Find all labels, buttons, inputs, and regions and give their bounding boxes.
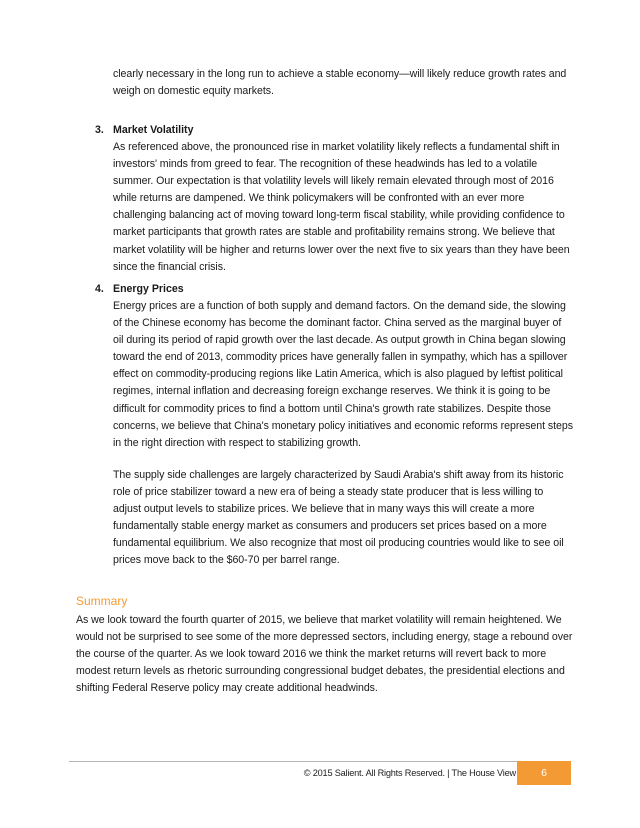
summary-heading: Summary bbox=[76, 594, 128, 608]
list-item-title: Energy Prices bbox=[113, 283, 184, 295]
intro-paragraph: clearly necessary in the long run to achieve a stable economy—will likely reduce growth rates and weigh on domestic equity markets. bbox=[113, 68, 567, 98]
list-item-number: 4. bbox=[95, 283, 104, 295]
footer-divider bbox=[69, 761, 571, 762]
energy-supply-paragraph: The supply side challenges are largely characterized by Saudi Arabia's shift away from its historic role of price stabilizer toward a new era of being a steady state producer that is less willing to adjust output levels to stabilize prices. We believe that in many ways this will create a more fundamentally stable energy market as consumers and producers set prices based on a more fundamental equilibrium. We also recognize that most oil producing countries would like to see oil prices move back to the $60-70 per barrel range. bbox=[113, 469, 564, 567]
summary-paragraph: As we look toward the fourth quarter of 2015, we believe that market volatility will remain heightened. We would not be surprised to see some of the more depressed sectors, including energy, stage a rebound over the course of the quarter. As we look toward 2016 we think the market returns will revert back to more modest return levels as rhetoric surrounding congressional budget debates, the presidential elections and shifting Federal Reserve policy may create additional headwinds. bbox=[76, 614, 573, 695]
page-number: 6 bbox=[541, 767, 547, 779]
page-number-badge bbox=[517, 761, 571, 785]
list-item-title: Market Volatility bbox=[113, 124, 194, 136]
list-item-body: As referenced above, the pronounced rise in market volatility likely reflects a fundamental shift in investors' minds from greed to fear. The recognition of these headwinds has led to a volatile summer. Our expectation is that volatility levels will likely remain elevated through most of 2016 while returns are dampened. We think policymakers will be confronted with an ever more challenging balancing act of moving toward long-term fiscal stability, while providing confidence to market participants that growth rates are stable and profitability remains strong. We believe that market volatility will be higher and returns lower over the next five to six years than they have been since the financial crisis. bbox=[113, 141, 570, 273]
footer-copyright: © 2015 Salient. All Rights Reserved. | The House View bbox=[303, 768, 516, 778]
list-item-number: 3. bbox=[95, 124, 104, 136]
list-item-body: Energy prices are a function of both supply and demand factors. On the demand side, the slowing of the Chinese economy has become the dominant factor. China served as the marginal buyer of oil during its period of rapid growth over the last decade. As output growth in China began slowing toward the end of 2013, commodity prices have generally fallen in sympathy, which has a spillover effect on commodity-producing regions like Latin America, which is also plagued by leftist political regimes, internal inflation and decreasing foreign exchange reserves. We think it is going to be difficult for commodity prices to find a bottom until China's growth rate stabilizes. Despite those concerns, we believe that China's monetary policy initiatives and economic reforms represent steps in the right direction with respect to stabilizing growth. bbox=[113, 300, 573, 449]
